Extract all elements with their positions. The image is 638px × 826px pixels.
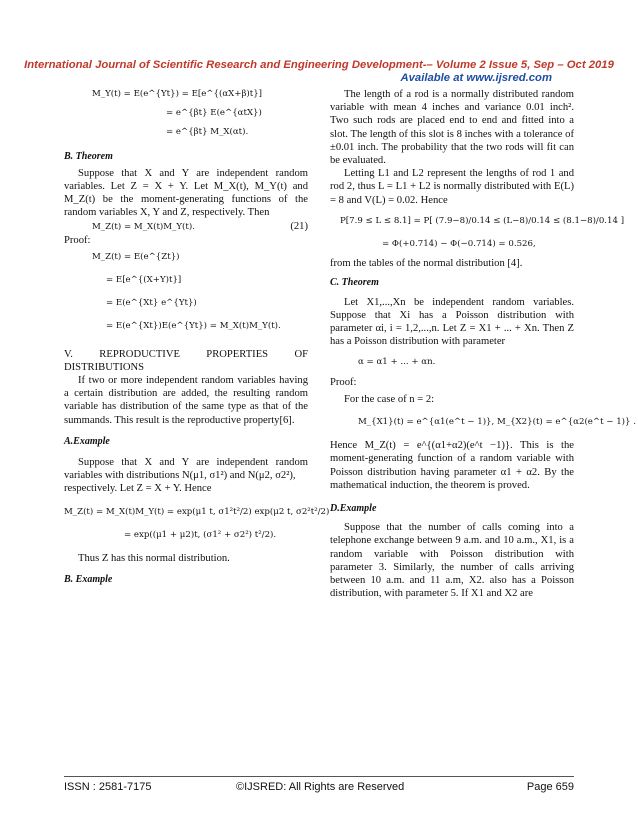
equation-alpha-sum: α = α1 + ... + αn. (358, 357, 436, 368)
paragraph-tables: from the tables of the normal distribution [4]. (330, 258, 523, 270)
proof-label-right: Proof: (330, 376, 357, 388)
equation-normal-2: = exp((μ1 + μ2)t, (σ1² + σ2²) t²/2). (124, 529, 277, 540)
journal-header: International Journal of Scientific Research and Engineering Development-– Volume 2 Issue 5, Sep – Oct 2019 (24, 59, 614, 71)
equation-mgf-1: M_Y(t) = E(e^{Yt}) = E[e^{(αX+β)t}] (92, 89, 263, 99)
equation-number-21: (21) (290, 220, 308, 232)
paragraph-hence-poisson: Hence M_Z(t) = e^{(α1+α2)(e^t −1)}. This is the moment-generating function of a random variable with Poisson distribution having parameter α1 + α2. By the mathematical induction, the theorem is proved. (330, 440, 574, 491)
equation-proof-3: = E(e^{Xt} e^{Yt}) (106, 298, 197, 309)
footer-divider (64, 776, 574, 777)
journal-link[interactable]: www.ijsred.com (466, 72, 552, 84)
section-v-heading: V. REPRODUCTIVE PROPERTIES OF DISTRIBUTIONS (64, 348, 308, 373)
available-prefix: Available at (400, 72, 467, 84)
equation-poisson-mgf: M_{X1}(t) = e^{α1(e^t − 1)}, M_{X2}(t) = e^{α2(e^t − 1)} . (358, 417, 636, 428)
paragraph-example-a-2: respectively. Let Z = X + Y. Hence (64, 483, 212, 495)
equation-proof-1: M_Z(t) = E(e^{Zt}) (92, 251, 180, 262)
availability-line (400, 72, 552, 84)
paragraph-rod-2: Letting L1 and L2 represent the lengths of rod 1 and rod 2, thus L = L1 + L2 is normally distributed with E(L) = 8 and V(L) = 0.02. Hence (330, 168, 574, 206)
paragraph-theorem-c: Let X1,...,Xn be independent random variables. Suppose that Xi has a Poisson distribution with parameter αi, i = 1,2,...,n. Let Z = X1 + ... + Xn. Then Z has a Poisson distribution with parameter (330, 296, 574, 348)
equation-normal-1: M_Z(t) = M_X(t)M_Y(t) = exp(μ1 t, σ1²t²/2) exp(μ2 t, σ2²t²/2) (64, 506, 330, 517)
right-column (330, 88, 636, 601)
heading-b-theorem: B. Theorem (64, 150, 113, 162)
paragraph-example-a-1: Suppose that X and Y are independent random variables with distributions N(μ1, σ1²) and N(μ2, σ2²), (64, 457, 308, 482)
heading-d-example: D.Example (330, 503, 377, 515)
equation-proof-4: = E(e^{Xt})E(e^{Yt}) = M_X(t)M_Y(t). (106, 321, 281, 332)
paragraph-example-d: Suppose that the number of calls coming into a telephone exchange between 9 a.m. and 10 a.m., X1, is a random variable with Poisson distribution with parameter 3. Similarly, the number of calls arriving between 10 a.m. and 11 a.m, X2. also has a Poisson distribution, with parameter 5. If X1 and X2 are (330, 522, 574, 600)
heading-c-theorem: C. Theorem (330, 277, 379, 289)
paragraph-case-n2: For the case of n = 2: (344, 393, 435, 405)
footer-page-number: Page 659 (526, 781, 574, 793)
left-column (64, 88, 330, 586)
equation-probability-1: P[7.9 ≤ L ≤ 8.1] = P[ (7.9−8)/0.14 ≤ (L−8)/0.14 ≤ (8.1−8)/0.14 ] (340, 215, 625, 226)
equation-proof-2: = E[e^{(X+Y)t}] (106, 275, 182, 286)
paragraph-reproductive: If two or more independent random variables having a certain distribution are added, the resulting random variable has distribution of the same type as that of the summands. This result is the reproductive property[6]. (64, 375, 308, 426)
heading-a-example: A.Example (64, 435, 110, 447)
paragraph-rod-1: The length of a rod is a normally distributed random variable with mean 4 inches and variance 0.01 inch². Two such rods are placed end to end and fitted into a slot. The length of this slot is 8 inches with a tolerance of ±0.01 inch. The probability that the two rods will fit can be evaluated. (330, 89, 574, 167)
equation-21: M_Z(t) = M_X(t)M_Y(t). (92, 221, 195, 232)
equation-mgf-2: = e^{βt} E(e^{αtX}) (166, 108, 262, 119)
footer-issn: ISSN : 2581-7175 (64, 781, 152, 793)
heading-b-example: B. Example (64, 574, 113, 586)
paragraph-thus-normal: Thus Z has this normal distribution. (78, 553, 230, 565)
equation-probability-2: = Φ(+0.714) − Φ(−0.714) = 0.526, (382, 239, 536, 250)
paragraph-theorem-b: Suppose that X and Y are independent random variables. Let Z = X + Y. Let M_X(t), M_Y(t) and M_Z(t) be the moment-generating functions of the random variables X, Y and Z, respectively. Then (64, 167, 308, 219)
proof-label: Proof: (64, 234, 91, 246)
equation-mgf-3: = e^{βt} M_X(αt). (166, 127, 249, 138)
footer-copyright: ©IJSRED: All Rights are Reserved (236, 781, 405, 793)
